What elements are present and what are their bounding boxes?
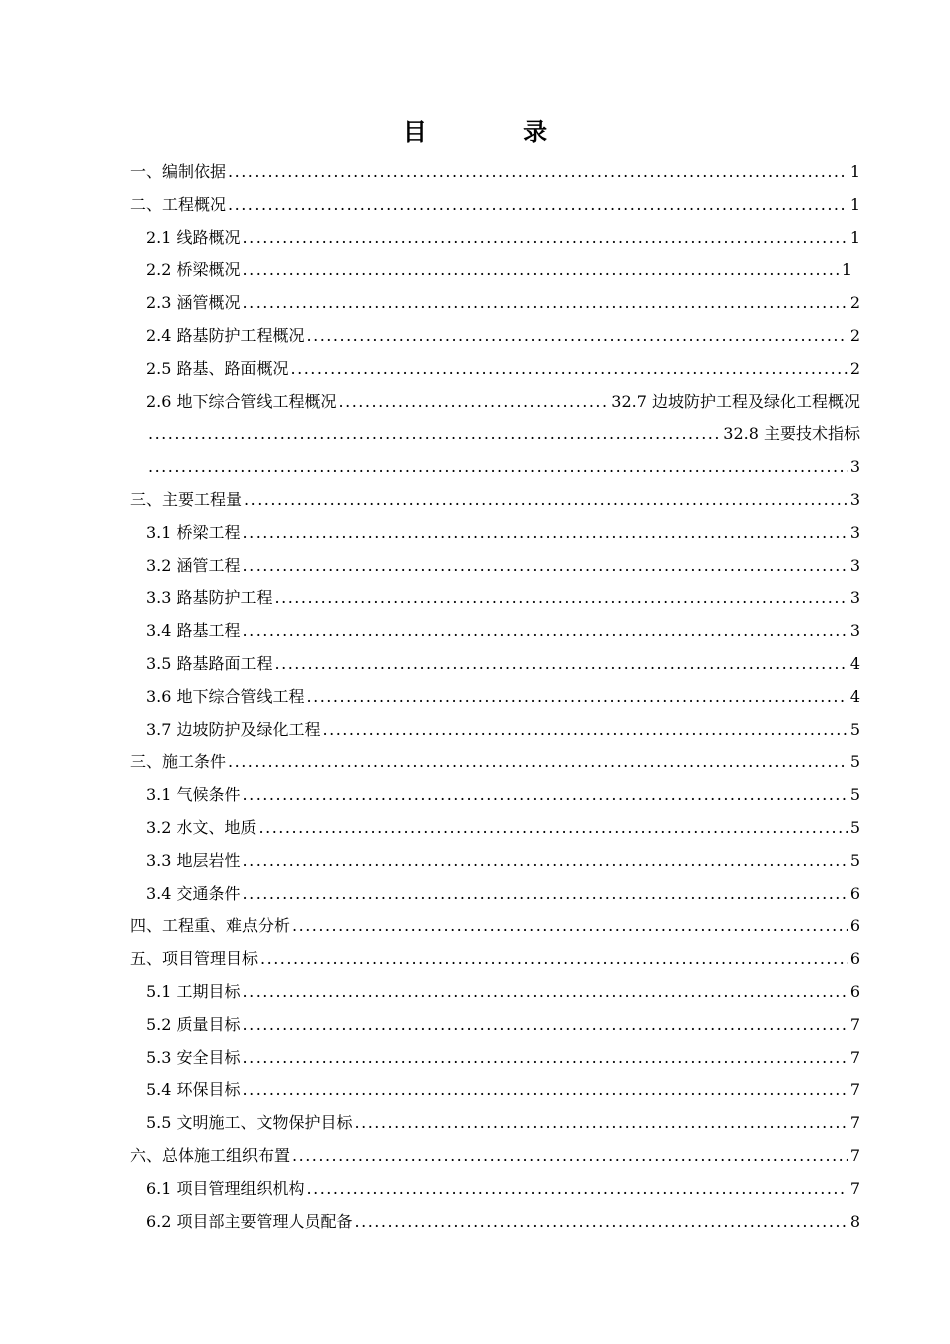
toc-entry-page: 6 xyxy=(849,916,860,936)
toc-entry-page: 3 xyxy=(849,621,860,641)
toc-leader-dots xyxy=(228,156,848,189)
toc-entry[interactable] xyxy=(130,1074,860,1107)
toc-leader-dots xyxy=(243,779,848,812)
toc-entry-label: 二、工程概况 xyxy=(130,194,227,214)
toc-leader-dots xyxy=(243,1042,848,1075)
toc-entry-page: 3 xyxy=(849,522,860,542)
toc-entry[interactable] xyxy=(130,976,860,1009)
toc-entry-label: 3.2 涵管工程 xyxy=(146,555,241,575)
toc-entry[interactable] xyxy=(130,615,860,648)
toc-entry[interactable] xyxy=(130,1107,860,1140)
toc-leader-dots xyxy=(355,1206,848,1239)
toc-entry-label: 3.7 边坡防护及绿化工程 xyxy=(146,719,321,739)
toc-entry-label: 3.4 交通条件 xyxy=(146,883,241,903)
toc-leader-dots xyxy=(259,812,848,845)
toc-entry-page: 5 xyxy=(849,817,860,837)
toc-entry-label: 3.5 路基路面工程 xyxy=(146,653,273,673)
toc-entry[interactable] xyxy=(130,681,860,714)
toc-leader-dots xyxy=(243,550,848,583)
toc-entry-page: 2 xyxy=(849,325,860,345)
toc-entry-page: 2 xyxy=(849,293,860,313)
toc-entry-page: 1 xyxy=(849,194,860,214)
toc-entry-label: 五、项目管理目标 xyxy=(130,949,259,969)
toc-entry[interactable] xyxy=(130,254,860,287)
toc-entry-page: 2 xyxy=(849,358,860,378)
toc-entry-label: 2.1 线路概况 xyxy=(146,227,241,247)
toc-entry-page: 7 xyxy=(849,1145,860,1165)
toc-entry-label: 3.1 气候条件 xyxy=(146,785,241,805)
toc-leader-dots xyxy=(339,386,610,419)
toc-leader-dots xyxy=(260,943,848,976)
toc-entry-label: 6.1 项目管理组织机构 xyxy=(146,1178,305,1198)
toc-leader-dots xyxy=(307,320,848,353)
toc-leader-dots xyxy=(243,1009,848,1042)
toc-entry-page: 8 xyxy=(849,1211,860,1231)
toc-entry-label: 5.2 质量目标 xyxy=(146,1014,241,1034)
toc-entry-label: 一、编制依据 xyxy=(130,162,227,181)
toc-entry-label: 2.4 路基防护工程概况 xyxy=(146,325,305,345)
toc-leader-dots xyxy=(243,878,848,911)
toc-entry-label: 2.2 桥梁概况 xyxy=(146,260,241,280)
toc-entry-label: 2.5 路基、路面概况 xyxy=(146,358,289,378)
toc-entry-page: 3 xyxy=(849,555,860,575)
toc-entry-label: 6.2 项目部主要管理人员配备 xyxy=(146,1211,353,1231)
toc-entry-label: 3.3 地层岩性 xyxy=(146,850,241,870)
toc-entry-page: 5 xyxy=(849,785,860,805)
toc-leader-dots xyxy=(292,1140,848,1173)
toc-entry-page: 32.7 边坡防护工程及绿化工程概况 xyxy=(611,391,860,411)
toc-entry[interactable] xyxy=(130,189,860,222)
toc-leader-dots xyxy=(307,681,848,714)
toc-entry[interactable] xyxy=(130,648,860,681)
toc-leader-dots xyxy=(323,714,848,747)
toc-entry-page: 32.8 主要技术指标 xyxy=(723,424,860,444)
toc-entry[interactable] xyxy=(130,1140,860,1173)
toc-leader-dots xyxy=(307,1173,848,1206)
toc-leader-dots xyxy=(275,648,848,681)
toc-entry-label: 5.1 工期目标 xyxy=(146,981,241,1001)
toc-leader-dots xyxy=(243,845,848,878)
toc-entry[interactable] xyxy=(130,779,860,812)
toc-entry[interactable] xyxy=(130,287,860,320)
toc-leader-dots xyxy=(243,1074,848,1107)
toc-leader-dots xyxy=(228,746,848,779)
toc-entry[interactable] xyxy=(130,1009,860,1042)
toc-entry[interactable] xyxy=(130,1206,860,1239)
toc-entry[interactable] xyxy=(130,746,860,779)
toc-entry[interactable] xyxy=(130,484,860,517)
toc-entry[interactable] xyxy=(130,517,860,550)
toc-entry-page: 1 xyxy=(849,227,860,247)
toc-leader-dots xyxy=(355,1107,848,1140)
toc-entry-page: 1 xyxy=(841,260,852,280)
toc-entry-label: 5.5 文明施工、文物保护目标 xyxy=(146,1113,353,1133)
toc-entry[interactable] xyxy=(130,582,860,615)
toc-leader-dots xyxy=(243,615,848,648)
toc-entry-page: 5 xyxy=(849,719,860,739)
toc-entry-label: 3.6 地下综合管线工程 xyxy=(146,686,305,706)
toc-entry-label: 5.3 安全目标 xyxy=(146,1047,241,1067)
toc-entry[interactable] xyxy=(130,353,860,386)
toc-entry-page: 6 xyxy=(849,981,860,1001)
toc-entry-page: 4 xyxy=(849,653,860,673)
toc-entry-page: 5 xyxy=(849,850,860,870)
toc-entry-label: 六、总体施工组织布置 xyxy=(130,1145,291,1165)
toc-entry-label: 四、工程重、难点分析 xyxy=(130,916,291,936)
toc-entry-page: 6 xyxy=(849,949,860,969)
toc-entry[interactable] xyxy=(130,943,860,976)
toc-leader-dots xyxy=(243,976,848,1009)
toc-entry[interactable] xyxy=(130,156,860,189)
toc-leader-dots xyxy=(275,582,848,615)
toc-leader-dots xyxy=(243,254,840,287)
toc-entry-page: 7 xyxy=(849,1113,860,1133)
toc-entry-page: 3 xyxy=(849,457,860,477)
toc-entry-page: 5 xyxy=(849,752,860,772)
toc-leader-dots xyxy=(148,418,721,451)
toc-entry-label: 3.4 路基工程 xyxy=(146,621,241,641)
table-of-contents xyxy=(130,156,860,1238)
toc-entry-label: 2.6 地下综合管线工程概况 xyxy=(146,391,337,411)
toc-entry[interactable] xyxy=(130,1042,860,1075)
toc-leader-dots xyxy=(228,189,848,222)
toc-entry-page: 7 xyxy=(849,1178,860,1198)
toc-entry-label: 3.3 路基防护工程 xyxy=(146,588,273,608)
toc-entry[interactable] xyxy=(130,812,860,845)
toc-entry[interactable] xyxy=(130,320,860,353)
toc-leader-dots xyxy=(148,451,848,484)
toc-entry-page: 3 xyxy=(849,588,860,608)
toc-entry-page: 6 xyxy=(849,883,860,903)
toc-entry-page: 7 xyxy=(849,1080,860,1100)
toc-entry-label: 3.2 水文、地质 xyxy=(146,817,257,837)
toc-entry[interactable] xyxy=(130,910,860,943)
toc-entry-page: 1 xyxy=(849,162,860,181)
toc-entry-label: 三、主要工程量 xyxy=(130,489,243,509)
toc-leader-dots xyxy=(244,484,848,517)
toc-entry-label: 2.3 涵管概况 xyxy=(146,293,241,313)
toc-leader-dots xyxy=(291,353,848,386)
toc-entry-page: 7 xyxy=(849,1047,860,1067)
toc-entry[interactable] xyxy=(130,451,860,484)
toc-entry-label: 5.4 环保目标 xyxy=(146,1080,241,1100)
toc-entry-label: 3.1 桥梁工程 xyxy=(146,522,241,542)
toc-entry[interactable] xyxy=(130,845,860,878)
toc-entry[interactable] xyxy=(130,222,860,255)
toc-entry-page: 3 xyxy=(849,489,860,509)
toc-entry[interactable] xyxy=(130,878,860,911)
toc-leader-dots xyxy=(243,222,848,255)
toc-entry[interactable] xyxy=(130,550,860,583)
page-title: 目 录 xyxy=(402,117,592,146)
toc-entry[interactable] xyxy=(130,1173,860,1206)
toc-entry[interactable] xyxy=(130,386,860,419)
toc-leader-dots xyxy=(243,517,848,550)
toc-entry[interactable] xyxy=(130,714,860,747)
toc-entry[interactable] xyxy=(130,418,860,451)
toc-leader-dots xyxy=(243,287,848,320)
toc-entry-page: 7 xyxy=(849,1014,860,1034)
toc-entry-page: 4 xyxy=(849,686,860,706)
toc-entry-label: 三、施工条件 xyxy=(130,752,227,772)
toc-leader-dots xyxy=(292,910,848,943)
